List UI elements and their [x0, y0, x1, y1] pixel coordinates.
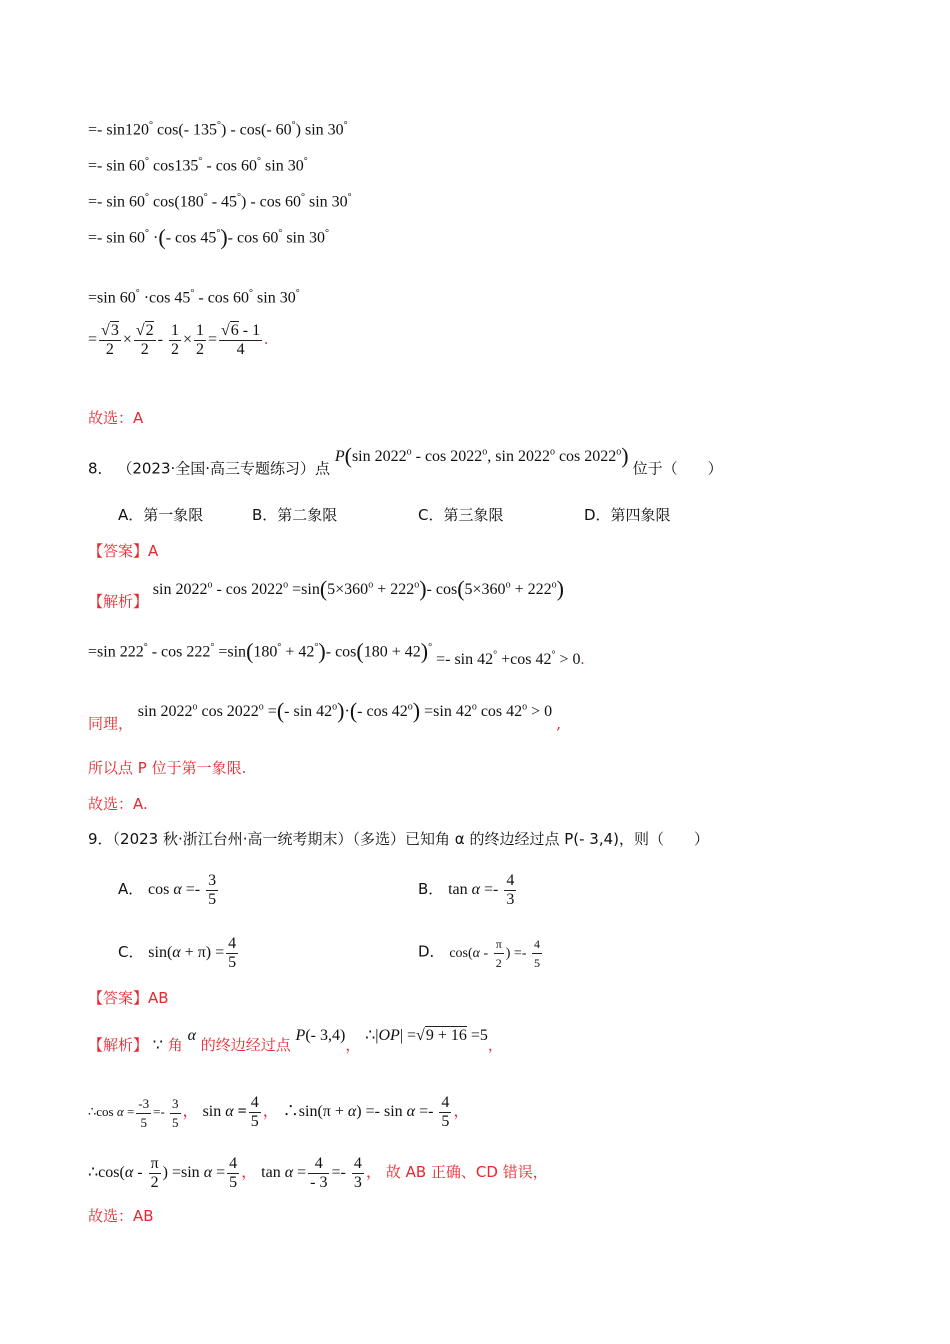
solution-step-6: = $\frac{√3}{2}$ × $\frac{√2}{2}$ - $\frac{1}{2}$ × $\frac{1}{2}$ = $\frac{√6 - 1}{4}$ . [88, 322, 269, 358]
q8-number: 8． [88, 459, 113, 478]
q8-analysis-2: =sin 222° - cos 222° =sin(180° + 42°)- cos(180 + 42)° =- sin 42° +cos 42° > 0. [88, 638, 585, 669]
q8-option-a[interactable]: A．第一象限 [118, 506, 204, 524]
q8-stem: 8． （2023·全国·高三专题练习）点 P(sin 2022$^o$ - cos 2022$^o$, sin 2022$^o$ cos 2022$^o$) 位于（ ） [88, 443, 723, 478]
q9-analysis-3: ∴cos(α - $\frac{\pi}{2}$ ) =sin α = $\frac{4}{5}$ ， tan α = $\frac{4}{- 3}$ =- $\frac{4}{3}$ ， 故 AB 正确、CD 错误， [88, 1155, 548, 1191]
solution-step-2: =- sin 60° cos135° - cos 60° sin 30° [88, 156, 308, 175]
q9-stem: 9．（2023 秋·浙江台州·高一统考期末）（多选）已知角 α 的终边经过点 P(- 3,4)，则（ ） [88, 830, 710, 848]
solution-step-1: =- sin120° cos(- 135°) - cos(- 60°) sin 30° [88, 120, 348, 139]
q8-analysis-3-math: sin 2022$^o$ $\cos 2022^o$ =(- $\sin 42^o)\cdot(-$ $\cos 42^o) =\sin$ 42$^o$ $\cos 42^o > 0$ [137, 698, 557, 724]
q8-analysis-1: 【解析】 $\sin 2022^o - \cos 2022^o =\sin(5\times 360^o + 222^o)-$ $\cos(5\times 360^o + 222^o)$ [88, 576, 564, 611]
q9-option-a[interactable]: A． cos α =- $\frac{3}{5}$ [118, 872, 217, 908]
solution-step-3: =- sin 60° cos(180° - 45°) - cos 60° sin 30° [88, 192, 352, 211]
q9-answer: 【答案】AB [88, 989, 169, 1007]
q9-analysis-note: 故 AB 正确、CD 错误， [385, 1163, 548, 1182]
q8-conclusion: 所以点 P 位于第一象限. [88, 759, 247, 777]
q8-source: （2023·全国·高三专题练习）点 [117, 459, 331, 478]
q8-option-c[interactable]: C．第三象限 [418, 506, 504, 524]
q8-analysis-1-math: $\sin 2022^o - \cos 2022^o =\sin(5\times 360^o + 222^o)-$ $\cos(5\times 360^o + 222^o)$ [152, 576, 564, 602]
q9-analysis-2: ∴cos α = $\frac{-3}{5}$ =- $\frac{3}{5}$ ， sin α = $\frac{4}{5}$ ， ∴sin(π + α) =- sin α =- $\frac{4}{5}$ ， [88, 1094, 470, 1130]
solution-step-5: =sin 60° ·cos 45° - cos 60° sin 30° [88, 288, 300, 307]
q9-option-c[interactable]: C． sin(α + π) = $\frac{4}{5}$ [118, 935, 237, 971]
q9-final: 故选：AB [88, 1207, 154, 1225]
q8-point: P(sin 2022$^o$ - cos 2022$^o$, sin 2022$^o$ cos 2022$^o$) [334, 443, 629, 469]
prev-answer: 故选：A [88, 409, 144, 427]
q8-answer: 【答案】A [88, 542, 159, 560]
solution-step-4: =- sin 60° ·(- cos 45°)- cos 60° sin 30° [88, 224, 329, 250]
q8-final: 故选：A. [88, 795, 148, 813]
q8-option-b[interactable]: B．第二象限 [252, 506, 338, 524]
q9-analysis-1: 【解析】 ∵ 角 α 的终边经过点 P(- 3,4)， ∴|OP| =√9 + 16 =5， [88, 1027, 503, 1054]
q9-option-b[interactable]: B． tan α =- $\frac{4}{3}$ [418, 872, 515, 908]
q8-option-d[interactable]: D．第四象限 [584, 506, 671, 524]
q9-number: 9． [88, 830, 113, 848]
q8-analysis-3: 同理， sin 2022$^o$ $\cos 2022^o$ =(- $\sin 42^o)\cdot(-$ $\cos 42^o) =\sin$ 42$^o$ $\cos 42^o > 0$ , [88, 698, 561, 733]
q9-option-d[interactable]: D． cos(α - $\frac{\pi}{2}$ ) =- $\frac{4}{5}$ [418, 937, 540, 970]
